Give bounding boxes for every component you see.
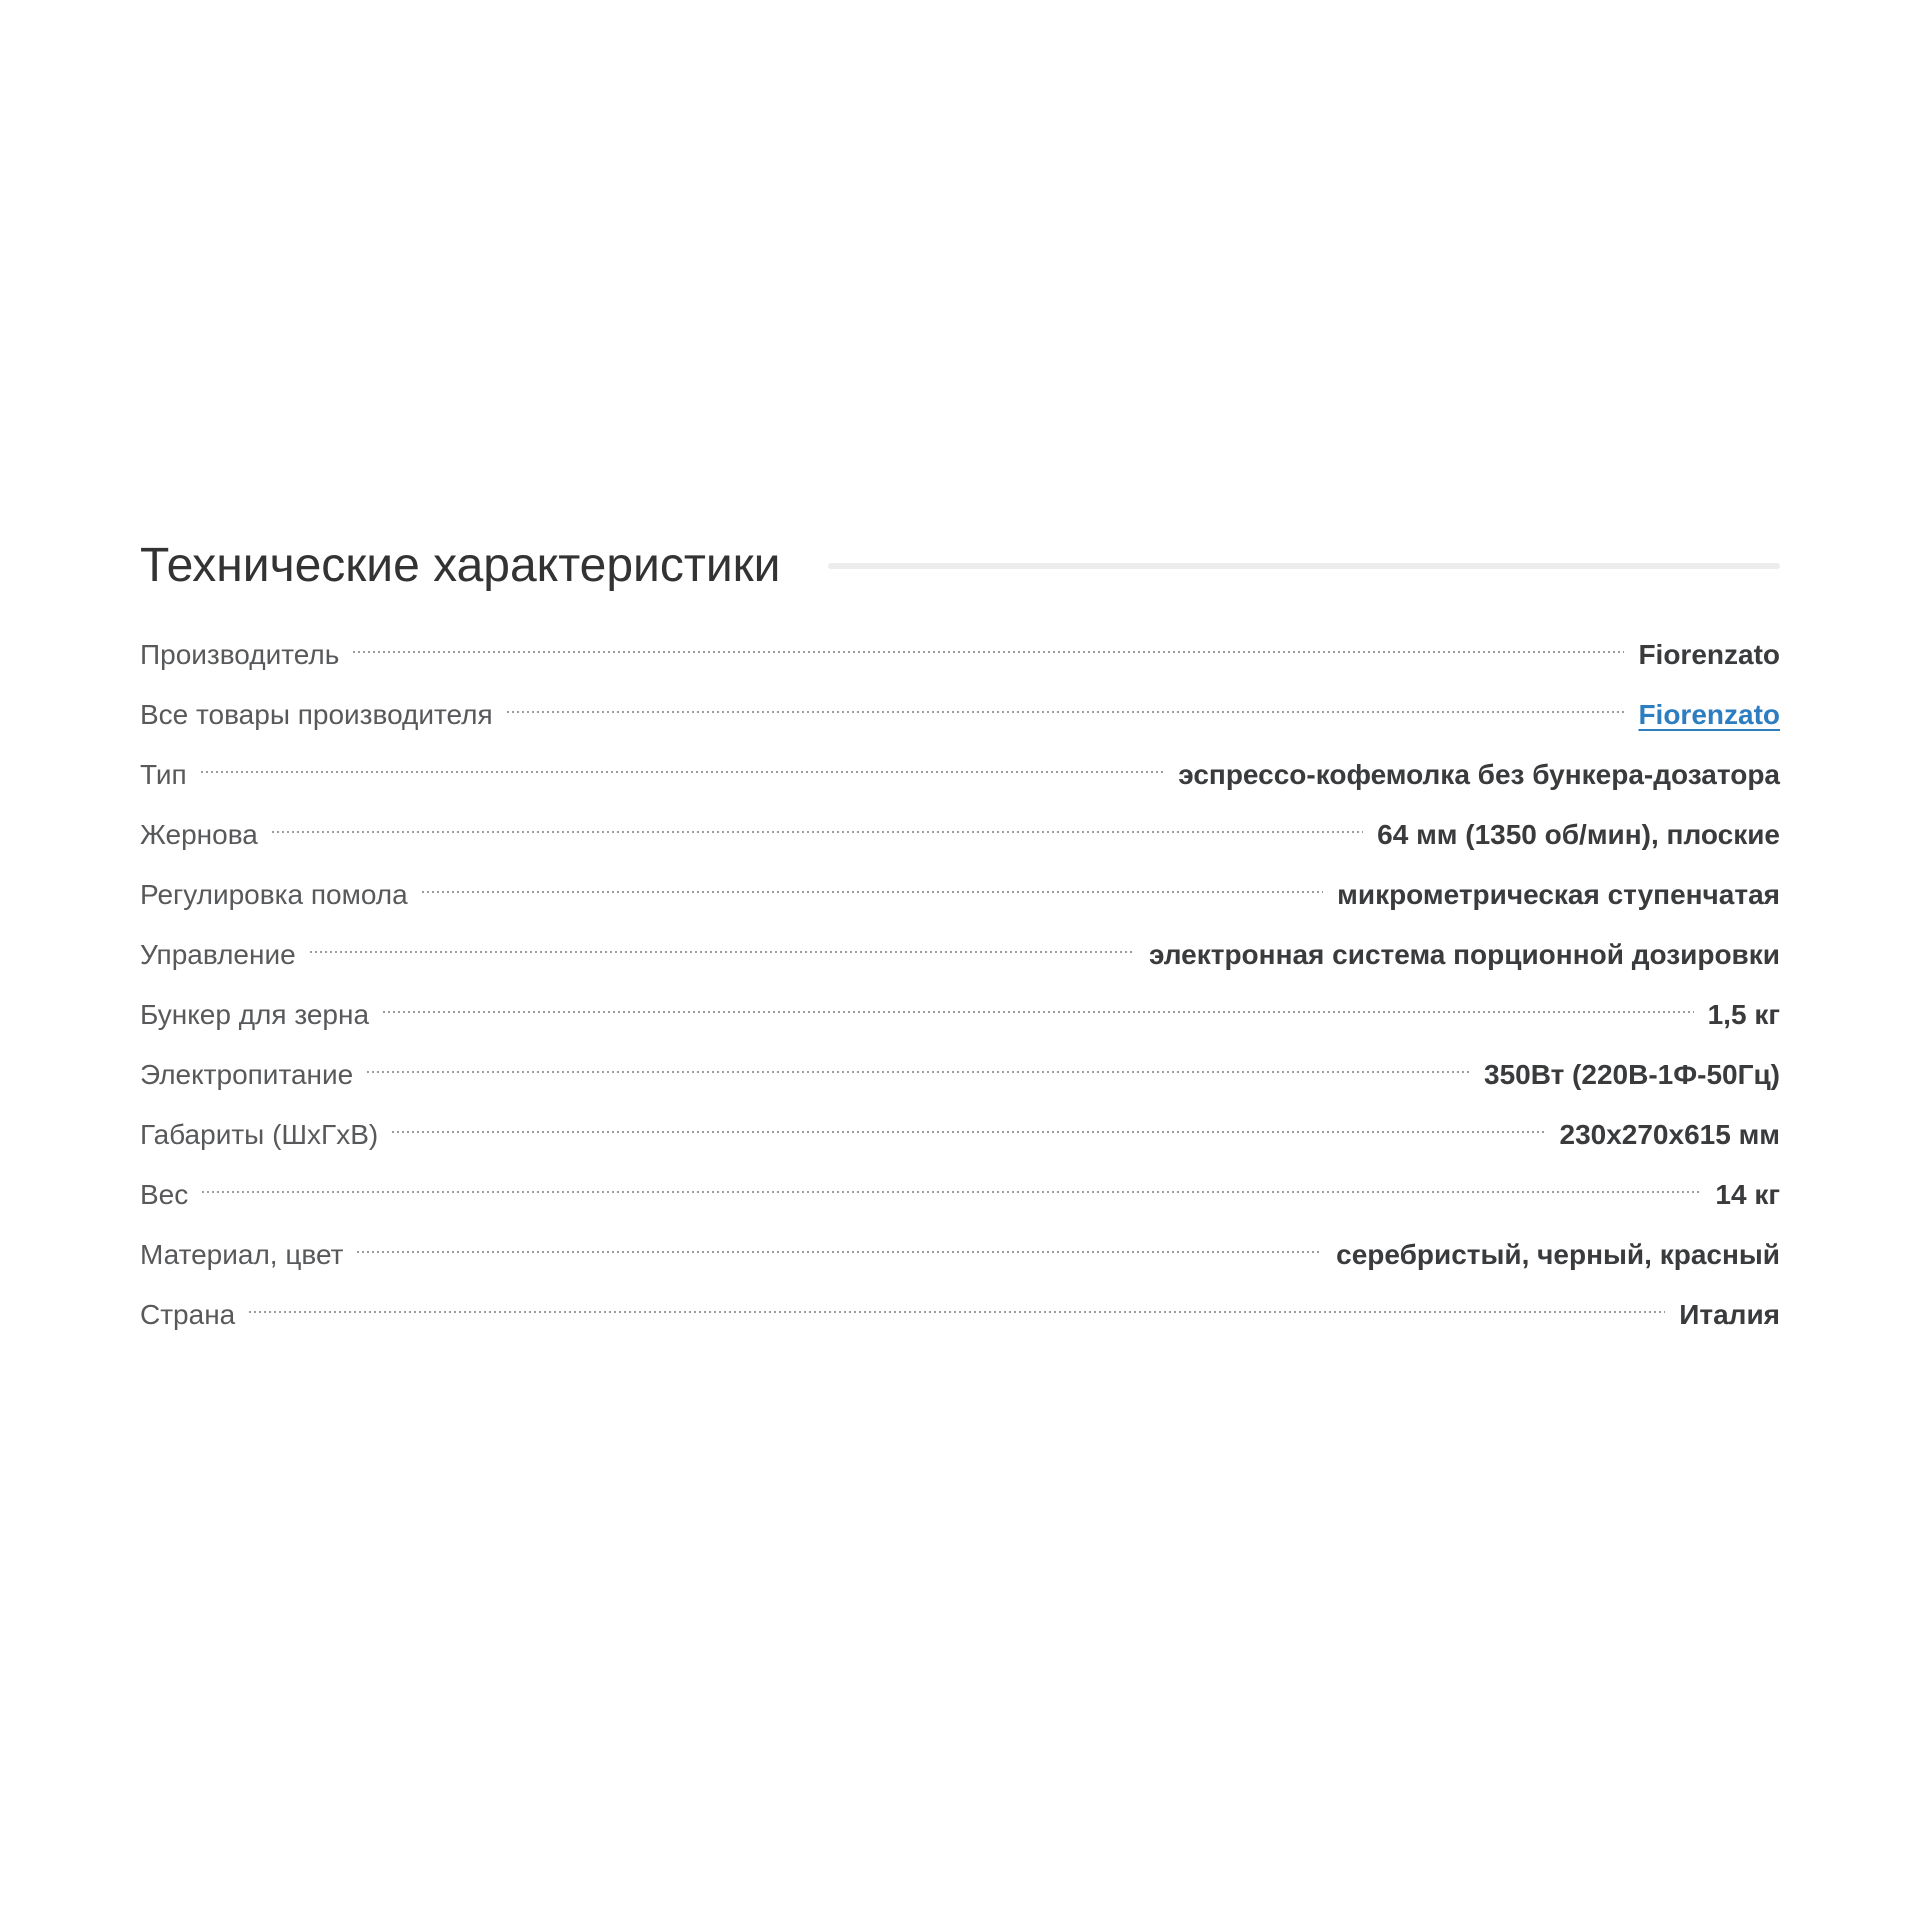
spec-label: Электропитание	[140, 1059, 354, 1090]
spec-label: Управление	[140, 939, 296, 970]
dotted-leader	[392, 1131, 1545, 1133]
spec-value: 230x270x615 мм	[1559, 1119, 1780, 1150]
spec-row-country	[140, 1285, 1780, 1345]
spec-row-power	[140, 1045, 1780, 1105]
spec-value: эспрессо-кофемолка без бункера-дозатора	[1178, 759, 1780, 790]
spec-label: Бункер для зерна	[140, 999, 370, 1030]
spec-row-material-color	[140, 1225, 1780, 1285]
spec-value: 350Вт (220В-1Ф-50Гц)	[1484, 1059, 1780, 1090]
dotted-leader	[201, 771, 1165, 773]
spec-value: Fiorenzato	[1638, 639, 1780, 670]
spec-label: Все товары производителя	[140, 699, 493, 730]
dotted-leader	[202, 1191, 1701, 1193]
spec-row-hopper	[140, 985, 1780, 1045]
spec-value: Италия	[1679, 1299, 1780, 1330]
spec-row-burrs	[140, 805, 1780, 865]
spec-label: Вес	[140, 1179, 189, 1210]
spec-label: Жернова	[140, 819, 258, 850]
dotted-leader	[272, 831, 1363, 833]
dotted-leader	[422, 891, 1323, 893]
spec-row-control	[140, 925, 1780, 985]
dotted-leader	[507, 711, 1625, 713]
spec-value: электронная система порционной дозировки	[1148, 939, 1780, 970]
spec-value: 14 кг	[1715, 1179, 1780, 1210]
dotted-leader	[310, 951, 1135, 953]
spec-label: Тип	[140, 759, 187, 790]
spec-label: Регулировка помола	[140, 879, 408, 910]
specs-header	[140, 537, 1780, 595]
specs-table	[140, 625, 1780, 1345]
spec-value: микрометрическая ступенчатая	[1337, 879, 1780, 910]
specs-section	[140, 537, 1780, 1345]
dotted-leader	[249, 1311, 1665, 1313]
spec-row-type	[140, 745, 1780, 805]
spec-row-manufacturer	[140, 625, 1780, 685]
spec-label: Габариты (ШхГхВ)	[140, 1119, 379, 1150]
spec-value: 1,5 кг	[1707, 999, 1780, 1030]
title-divider	[828, 563, 1780, 569]
spec-value: 64 мм (1350 об/мин), плоские	[1377, 819, 1780, 850]
spec-value: серебристый, черный, красный	[1336, 1239, 1780, 1270]
spec-row-weight	[140, 1165, 1780, 1225]
dotted-leader	[357, 1251, 1322, 1253]
dotted-leader	[353, 651, 1624, 653]
spec-label: Производитель	[140, 639, 340, 670]
spec-row-manufacturer-products	[140, 685, 1780, 745]
spec-row-grind-adjustment	[140, 865, 1780, 925]
spec-label: Страна	[140, 1299, 236, 1330]
dotted-leader	[383, 1011, 1694, 1013]
spec-label: Материал, цвет	[140, 1239, 344, 1270]
manufacturer-link[interactable]: Fiorenzato	[1638, 699, 1780, 730]
section-title: Технические характеристики	[140, 539, 781, 592]
dotted-leader	[367, 1071, 1470, 1073]
spec-row-dimensions	[140, 1105, 1780, 1165]
